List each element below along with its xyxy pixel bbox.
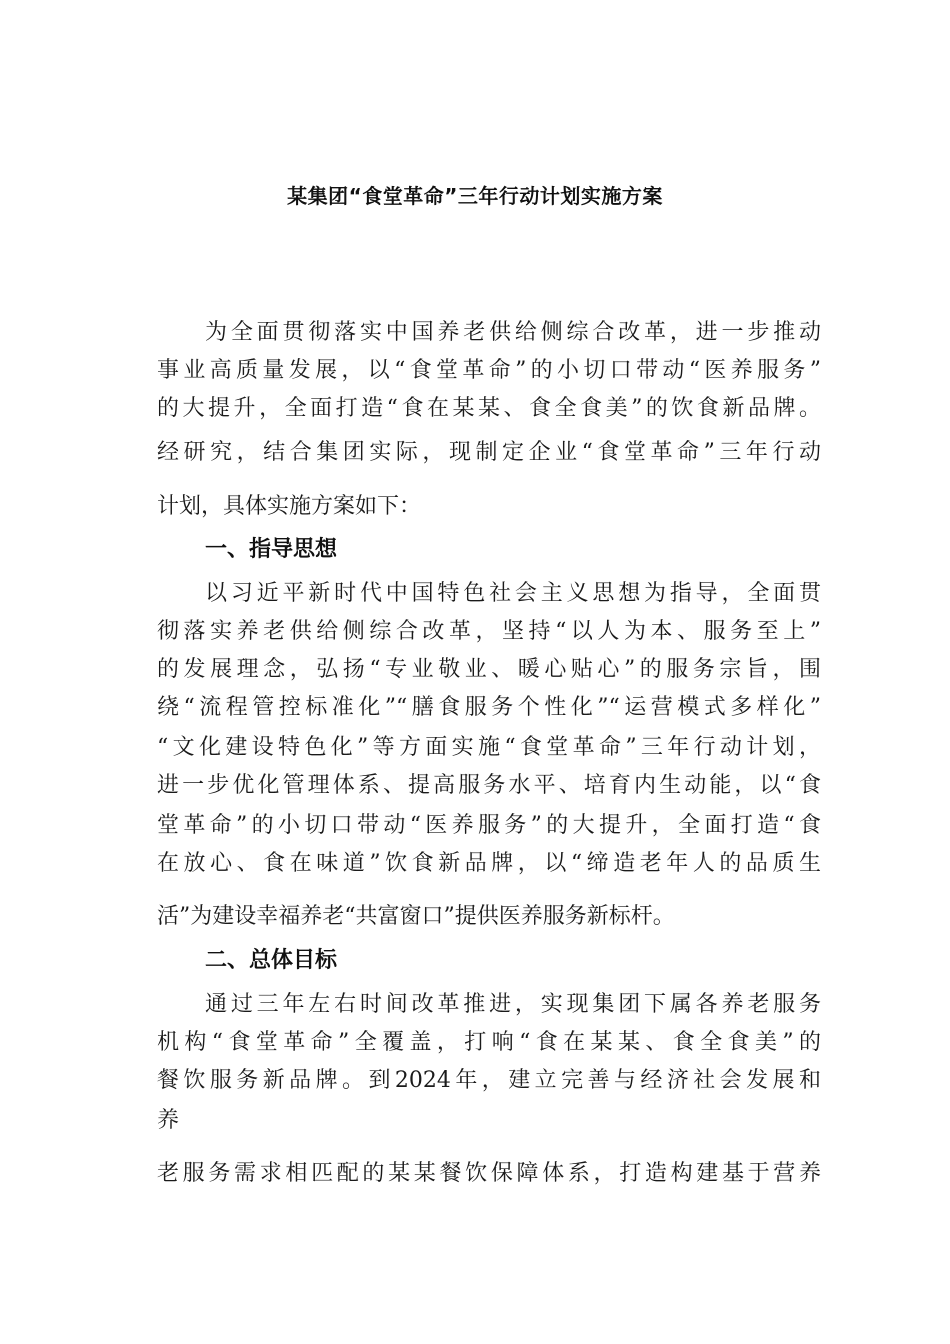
intro-line: 经研究，结合集团实际，现制定企业“食堂革命”三年行动 [157,440,821,465]
section-heading-guiding-ideology: 一、指导思想 [205,537,338,562]
section1-line: 彻落实养老供给侧综合改革，坚持“以人为本、服务至上” [157,619,821,644]
section-heading-overall-goals: 二、总体目标 [205,948,338,973]
section2-line: 餐饮服务新品牌。到2024年，建立完善与经济社会发展和 [157,1068,821,1093]
section2-line: 养 [157,1108,180,1133]
section1-line: 堂革命”的小切口带动“医养服务”的大提升，全面打造“食 [157,813,821,838]
section2-line: 通过三年左右时间改革推进，实现集团下属各养老服务 [205,992,821,1017]
intro-line: 为全面贯彻落实中国养老供给侧综合改革，进一步推动 [205,320,821,345]
section1-line: 活”为建设幸福养老“共富窗口”提供医养服务新标杆。 [157,904,675,929]
intro-line: 事业高质量发展，以“食堂革命”的小切口带动“医养服务” [157,358,821,383]
section1-line: 进一步优化管理体系、提高服务水平、培育内生动能，以“食 [157,773,821,798]
intro-line: 计划，具体实施方案如下： [157,494,422,519]
section1-line: “文化建设特色化”等方面实施“食堂革命”三年行动计划， [157,735,821,760]
section1-line: 的发展理念，弘扬“专业敬业、暖心贴心”的服务宗旨，围 [157,657,821,682]
section2-line: 老服务需求相匹配的某某餐饮保障体系，打造构建基于营养 [157,1161,821,1186]
section1-line: 以习近平新时代中国特色社会主义思想为指导，全面贯 [205,581,821,606]
section2-line: 机构“食堂革命”全覆盖，打响“食在某某、食全食美”的 [157,1030,821,1055]
section1-line: 在放心、食在味道”饮食新品牌，以“缔造老年人的品质生 [157,851,821,876]
section1-line: 绕“流程管控标准化”“膳食服务个性化”“运营模式多样化” [157,695,821,720]
document-title: 某集团“食堂革命”三年行动计划实施方案 [287,184,663,208]
intro-line: 的大提升，全面打造“食在某某、食全食美”的饮食新品牌。 [157,396,821,421]
